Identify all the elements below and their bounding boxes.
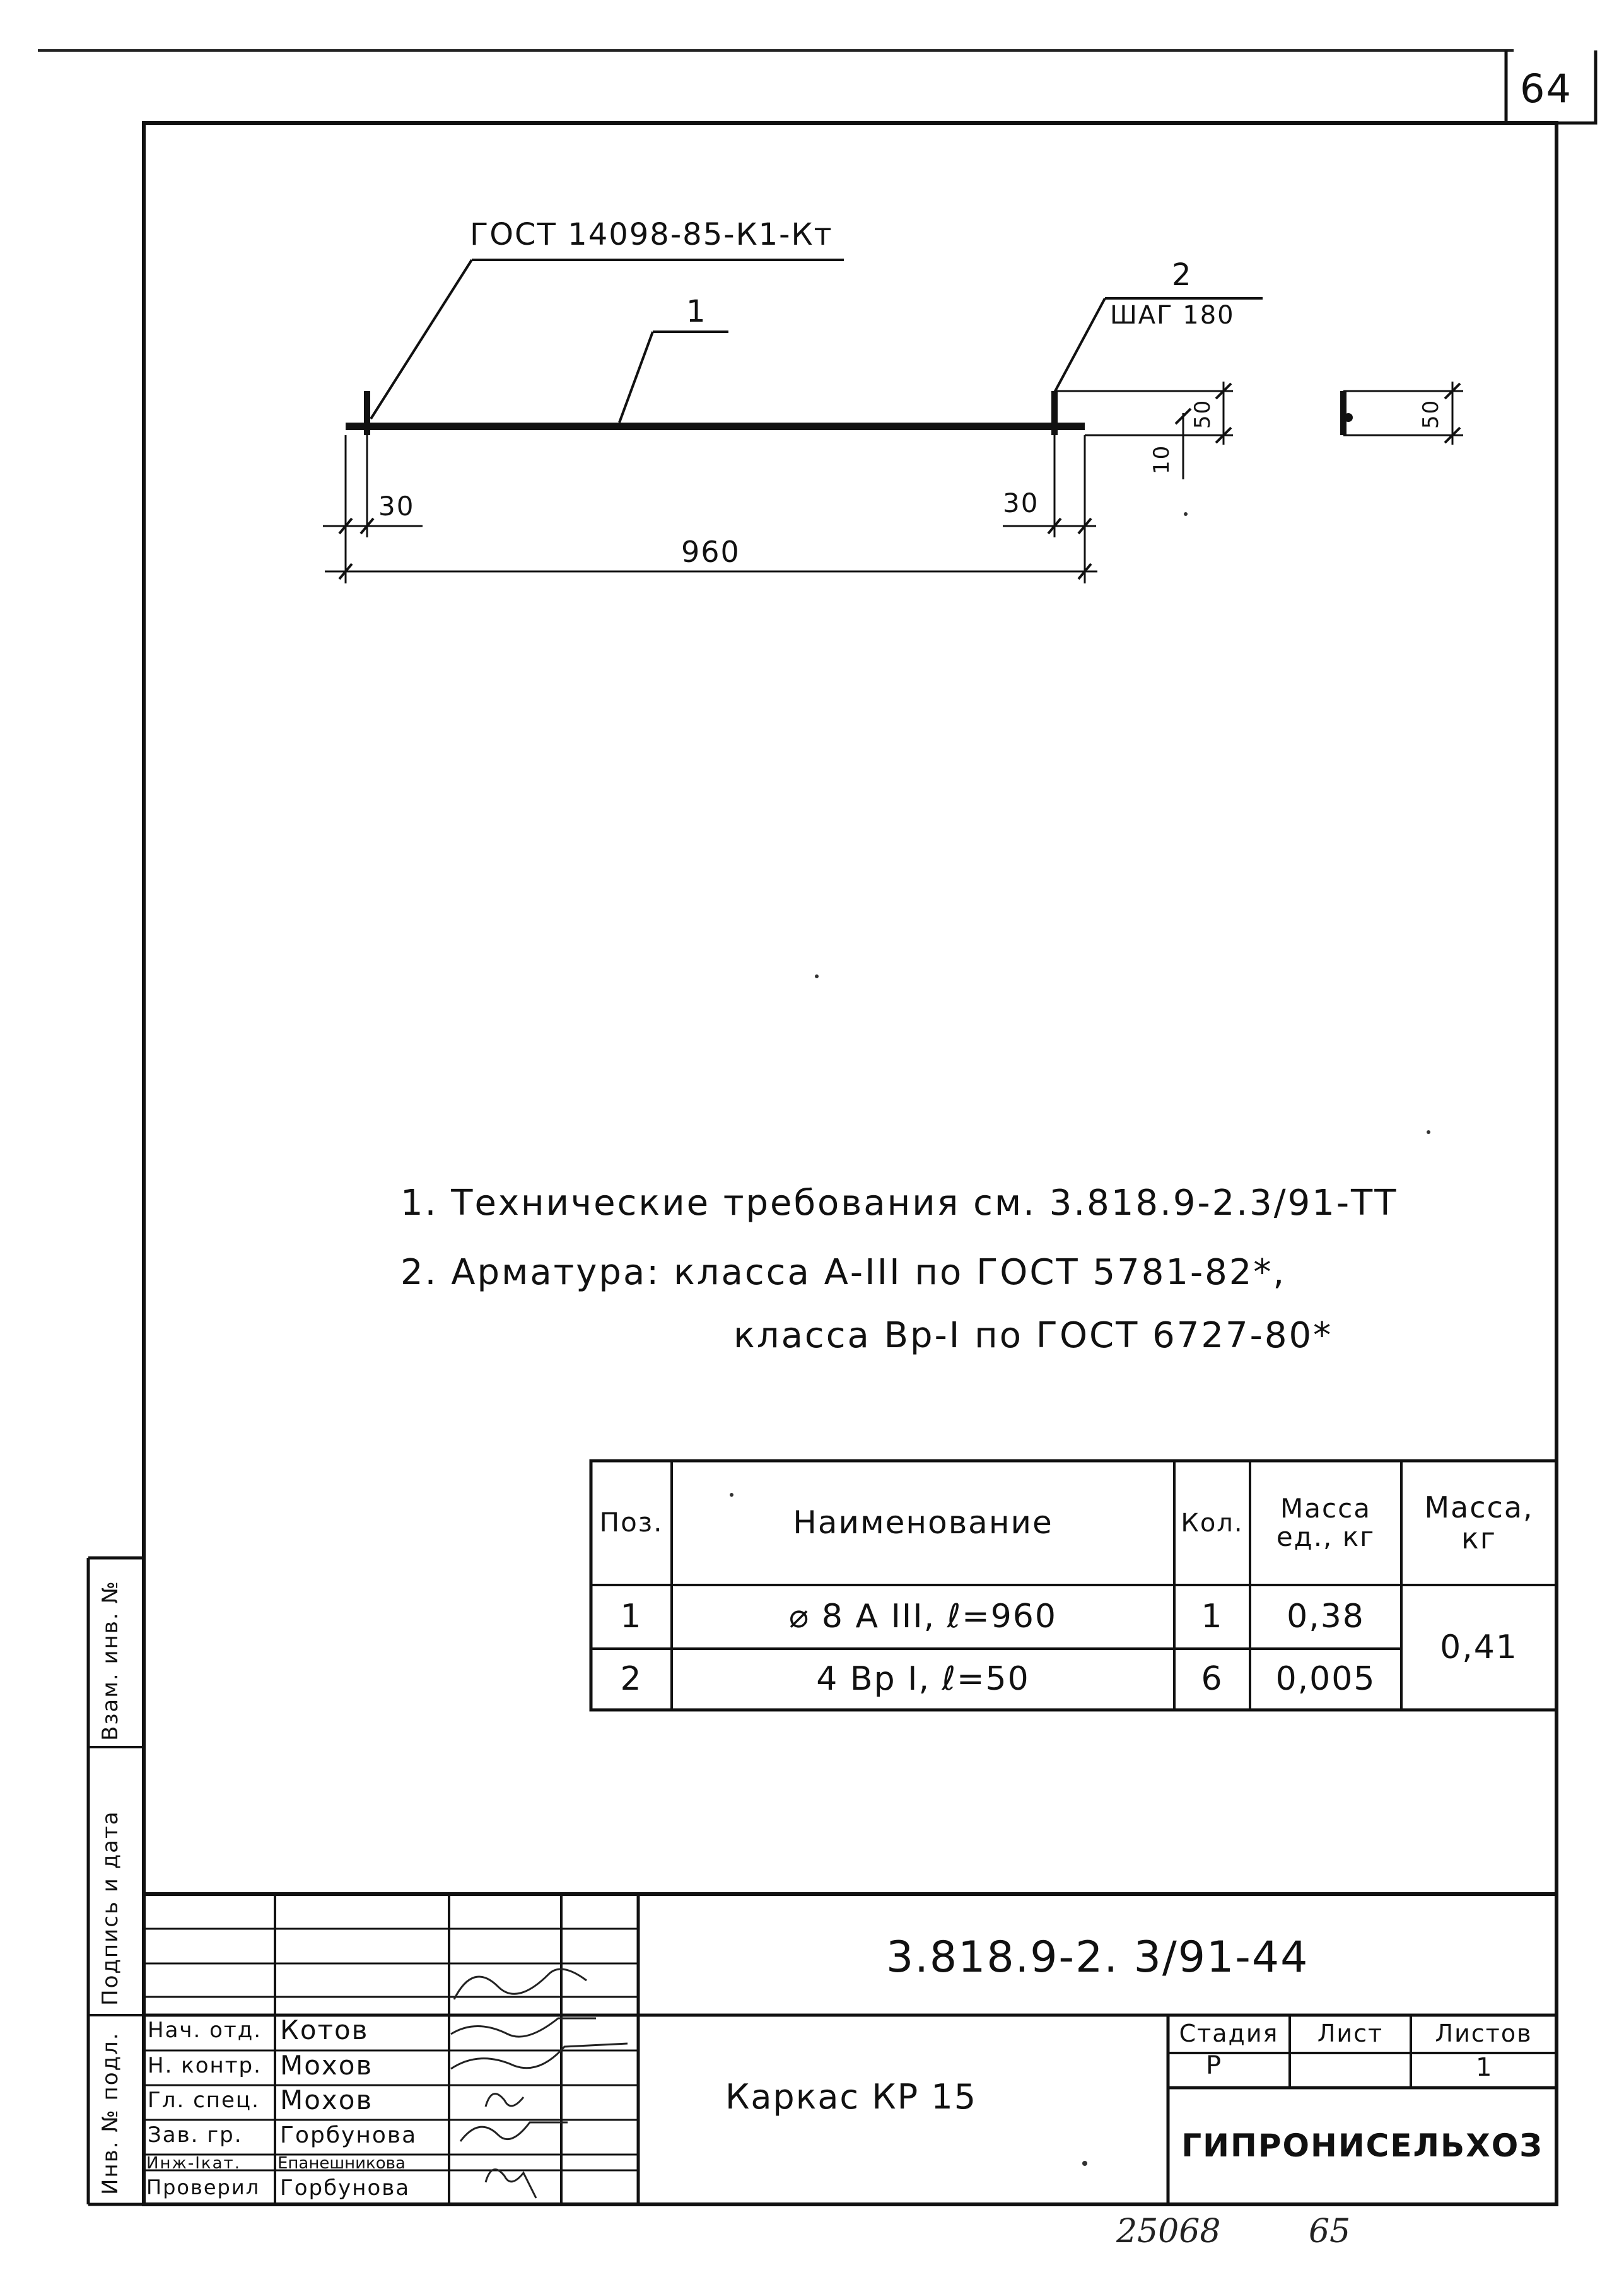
role-head-dept: Нач. отд. xyxy=(148,2018,262,2043)
organization-name: ГИПРОНИСЕЛЬХОЗ xyxy=(1181,2127,1543,2165)
name-group-head: Горбунова xyxy=(280,2122,418,2148)
header-unit-mass: Масса ед., кг xyxy=(1276,1493,1376,1552)
side-stamp-original-inventory: Инв. № подл. xyxy=(98,2032,123,2195)
name-head-dept: Котов xyxy=(280,2015,369,2045)
document-designation: 3.818.9-2. 3/91-44 xyxy=(886,1933,1309,1982)
gost-callout: ГОСТ 14098-85-К1-Кт xyxy=(470,217,833,252)
note-line-3: класса Вр-I по ГОСТ 6727-80* xyxy=(733,1315,1333,1356)
position-2-step: ШАГ 180 xyxy=(1110,301,1235,330)
role-norm-control: Н. контр. xyxy=(148,2053,262,2078)
dimension-right-30: 30 xyxy=(1003,488,1039,518)
table-row-2-unit-mass: 0,005 xyxy=(1275,1660,1376,1699)
role-engineer: Инж-Iкат. xyxy=(146,2154,241,2173)
side-stamp-signature-date: Подпись и дата xyxy=(98,1810,123,2006)
dimension-left-30: 30 xyxy=(378,491,415,522)
table-row-1-qty: 1 xyxy=(1201,1598,1224,1636)
role-chief-specialist: Гл. спец. xyxy=(148,2088,260,2113)
table-row-2-pos: 2 xyxy=(620,1660,643,1699)
position-1-label: 1 xyxy=(686,294,707,329)
sheet-label: Лист xyxy=(1317,2020,1384,2048)
side-stamp-replacement: Взам. инв. № xyxy=(98,1580,123,1741)
stage-value: Р xyxy=(1206,2051,1223,2080)
section-dimension-50: 50 xyxy=(1418,399,1444,429)
note-line-1: 1. Технические требования см. 3.818.9-2.3/91-ТТ xyxy=(400,1183,1398,1224)
table-total-mass: 0,41 xyxy=(1440,1628,1518,1666)
table-row-2-qty: 6 xyxy=(1201,1660,1224,1699)
footer-archive-number: 25068 xyxy=(1116,2213,1221,2250)
role-group-head: Зав. гр. xyxy=(148,2122,243,2148)
table-row-1-unit-mass: 0,38 xyxy=(1287,1598,1365,1636)
sheet-number: 64 xyxy=(1520,66,1572,112)
header-pos: Поз. xyxy=(599,1507,663,1538)
stage-label: Стадия xyxy=(1179,2020,1279,2048)
header-mass: Масса, кг xyxy=(1424,1490,1534,1555)
name-engineer: Епанешникова xyxy=(277,2154,406,2173)
dimension-offset-10: 10 xyxy=(1149,444,1174,474)
table-row-1-name: ⌀ 8 А III, ℓ=960 xyxy=(789,1598,1057,1636)
dimension-total-960: 960 xyxy=(681,535,740,569)
sheets-label: Листов xyxy=(1435,2020,1533,2048)
footer-page-number: 65 xyxy=(1309,2213,1351,2250)
dimension-height-50: 50 xyxy=(1190,399,1215,429)
name-chief-specialist: Мохов xyxy=(280,2085,373,2115)
position-2-label: 2 xyxy=(1172,257,1193,293)
header-qty: Кол. xyxy=(1181,1508,1244,1538)
header-name: Наименование xyxy=(793,1504,1053,1541)
sheets-value: 1 xyxy=(1476,2053,1493,2082)
note-line-2: 2. Арматура: класса А-III по ГОСТ 5781-82*, xyxy=(400,1252,1287,1293)
table-row-1-pos: 1 xyxy=(620,1598,643,1636)
name-checked-by: Горбунова xyxy=(280,2175,411,2201)
name-norm-control: Мохов xyxy=(280,2050,373,2081)
role-checked-by: Проверил xyxy=(146,2175,260,2199)
table-row-2-name: 4 Вр I, ℓ=50 xyxy=(816,1660,1030,1699)
drawing-title: Каркас КР 15 xyxy=(725,2077,978,2117)
